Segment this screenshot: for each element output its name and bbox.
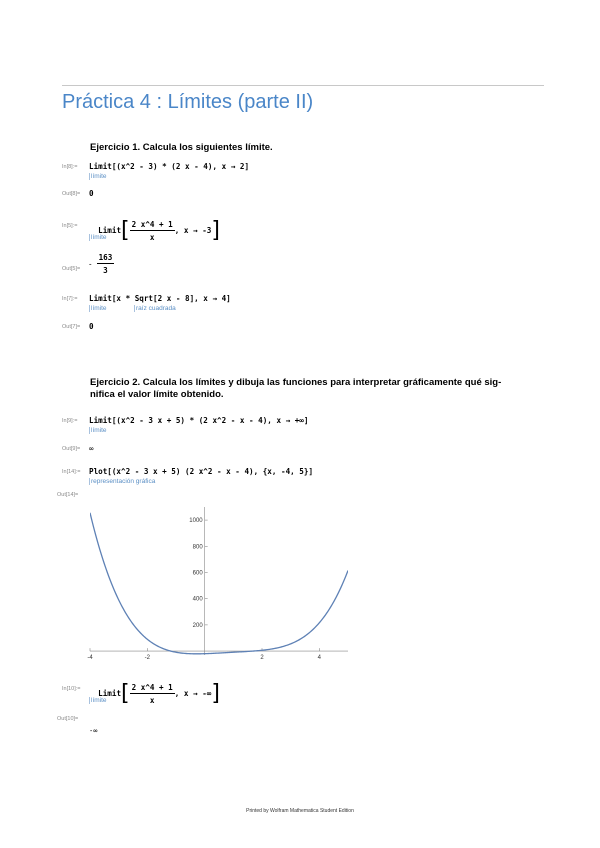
out8-value: 0 xyxy=(89,189,94,198)
in5-fraction xyxy=(130,220,175,242)
in5-close-bracket: ] xyxy=(211,218,220,243)
in5-label: In[5]:= xyxy=(62,223,78,229)
out5-numerator: 163 xyxy=(98,253,113,262)
in5-input[interactable] xyxy=(89,211,220,242)
in10-input[interactable] xyxy=(89,674,220,705)
x-tick-label: 2 xyxy=(260,655,264,662)
in14-hint-representacion[interactable]: representación gráfica xyxy=(91,478,156,485)
in10-denominator: x xyxy=(149,696,155,705)
in10-label: In[10]:= xyxy=(62,686,81,692)
y-tick-label: 400 xyxy=(192,596,203,603)
x-tick-label: -4 xyxy=(87,655,93,662)
in7-input[interactable]: Limit[x * Sqrt[2 x - 8], x → 4] xyxy=(89,294,231,303)
y-tick-label: 200 xyxy=(192,622,203,629)
in8-input[interactable]: Limit[(x^2 - 3) * (2 x - 4), x → 2] xyxy=(89,162,250,171)
in9-input[interactable]: Limit[(x^2 - 3 x + 5) * (2 x^2 - x - 4), x → +∞] xyxy=(89,416,309,425)
x-tick-label: 4 xyxy=(317,655,322,662)
out10-value: -∞ xyxy=(89,727,98,735)
out10-label: Out[10]= xyxy=(57,716,79,722)
out14-label: Out[14]= xyxy=(57,492,79,498)
in5-open-bracket: [ xyxy=(121,218,130,243)
page-title: Práctica 4 : Límites (parte II) xyxy=(62,91,314,113)
exercise-2-heading-line-2: nifica el valor límite obtenido. xyxy=(90,389,224,400)
series-line xyxy=(90,513,348,654)
out9-value: ∞ xyxy=(89,444,94,453)
out5-sign: - xyxy=(88,259,93,269)
y-tick-label: 1000 xyxy=(189,518,203,525)
in10-function: Limit xyxy=(98,689,122,698)
in7-hint-raiz[interactable]: raíz cuadrada xyxy=(136,305,176,312)
in5-denominator: x xyxy=(149,233,155,242)
in8-label: In[8]:= xyxy=(62,164,78,170)
in10-rest: , x → -∞ xyxy=(174,689,212,698)
in5-hint-limite[interactable]: límite xyxy=(91,234,107,241)
in10-open-bracket: [ xyxy=(121,681,130,706)
out5-fraction xyxy=(97,253,115,275)
in5-function: Limit xyxy=(98,226,122,235)
in9-hint-limite[interactable]: límite xyxy=(91,427,107,434)
in9-label: In[9]:= xyxy=(62,418,78,424)
out5-label: Out[5]= xyxy=(62,266,81,272)
x-tick-label: -2 xyxy=(144,655,151,662)
in10-close-bracket: ] xyxy=(211,681,220,706)
in5-rest: , x → -3 xyxy=(174,226,212,235)
y-tick-label: 600 xyxy=(192,570,203,577)
out5-denominator: 3 xyxy=(103,266,108,275)
plot-layer xyxy=(87,507,348,661)
exercise-2-heading xyxy=(90,377,535,401)
exercise-2-heading-line-1: Ejercicio 2. Calcula los límites y dibuja las funciones para interpretar gráficamente qué sig- xyxy=(90,377,502,388)
out7-value: 0 xyxy=(89,322,94,331)
in7-label: In[7]:= xyxy=(62,296,78,302)
out7-label: Out[7]= xyxy=(62,324,81,330)
out8-label: Out[8]= xyxy=(62,191,81,197)
in10-fraction xyxy=(130,683,175,705)
in5-numerator: 2 x^4 + 1 xyxy=(131,220,173,229)
plot-output[interactable] xyxy=(86,505,356,667)
y-tick-label: 800 xyxy=(192,544,203,551)
top-divider xyxy=(62,85,544,86)
in10-numerator: 2 x^4 + 1 xyxy=(131,683,173,692)
in14-label: In[14]:= xyxy=(62,469,81,475)
out5-value xyxy=(88,253,114,275)
in10-hint-limite[interactable]: límite xyxy=(91,697,107,704)
out9-label: Out[9]= xyxy=(62,446,81,452)
in7-hint-limite[interactable]: límite xyxy=(91,305,107,312)
exercise-1-heading: Ejercicio 1. Calcula los siguientes límite. xyxy=(90,142,273,153)
in14-input[interactable]: Plot[(x^2 - 3 x + 5) (2 x^2 - x - 4), {x, -4, 5}] xyxy=(89,467,314,476)
footer-note: Printed by Wolfram Mathematica Student Edition xyxy=(246,808,354,814)
in8-hint-limite[interactable]: límite xyxy=(91,173,107,180)
